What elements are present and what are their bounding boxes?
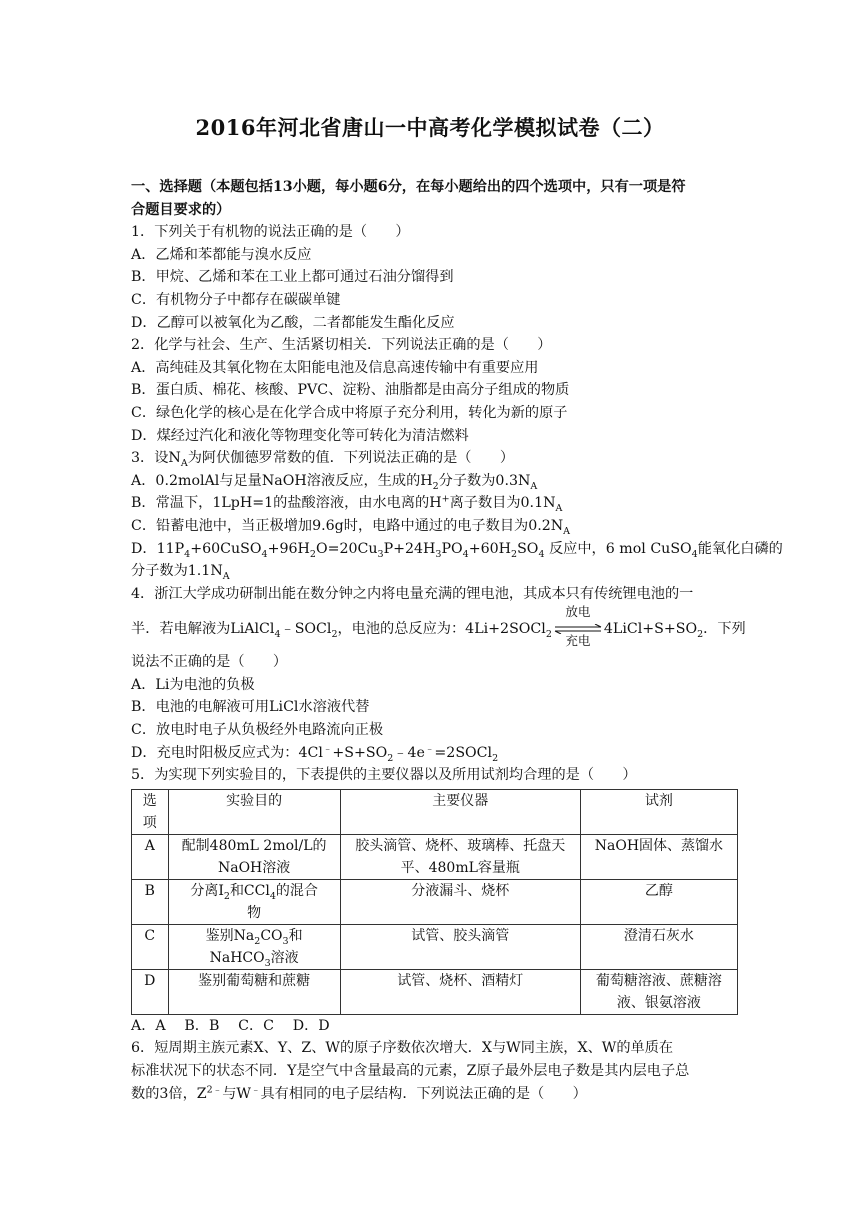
row-purpose: 鉴别$Na_2CO_3$和 NaHCO$_3$溶液 xyxy=(168,924,340,969)
exam-content xyxy=(131,176,783,1105)
charge-label: 充电 xyxy=(565,633,591,649)
row-option: A xyxy=(132,834,169,879)
row-reagents: NaOH固体、蒸馏水 xyxy=(580,834,737,879)
question-1-option-b: B．甲烷、乙烯和苯在工业上都可通过石油分馏得到 xyxy=(131,269,454,286)
row-instruments: 胶头滴管、烧杯、玻璃棒、托盘天 平、480mL容量瓶 xyxy=(340,834,580,879)
question-4-option-a: A．Li为电池的负极 xyxy=(131,676,255,693)
question-1-option-a: A．乙烯和苯都能与溴水反应 xyxy=(131,246,312,263)
row-instruments: 试管、胶头滴管 xyxy=(340,924,580,969)
header-purpose: 实验目的 xyxy=(168,789,340,834)
question-2-option-d: D．煤经过汽化和液化等物理变化等可转化为清洁燃料 xyxy=(131,427,469,444)
question-3-stem: 3．设$N_A$为阿伏伽德罗常数的值．下列说法正确的是（ ） xyxy=(131,450,515,469)
section-heading-cont: 合题目要求的） xyxy=(131,201,231,218)
row-purpose: 鉴别葡萄糖和蔗糖 xyxy=(168,969,340,1014)
row-option: B xyxy=(132,879,169,924)
question-3-option-d-cont: 分子数为$1.1N_A$ xyxy=(131,563,230,582)
row-reagents: 葡萄糖溶液、蔗糖溶 液、银氨溶液 xyxy=(580,969,737,1014)
row-instruments: 分液漏斗、烧杯 xyxy=(340,879,580,924)
table-header-row xyxy=(132,789,738,834)
table-row xyxy=(132,924,738,969)
question-6-stem-end: 数的3倍，$Z^{2﹣}$与W﹣具有相同的电子层结构．下列说法正确的是（ ） xyxy=(131,1083,587,1102)
question-2-option-a: A．高纯硅及其氧化物在太阳能电池及信息高速传输中有重要应用 xyxy=(131,359,539,376)
question-6-stem-cont: 标准状况下的状态不同．Y是空气中含量最高的元素，Z原子最外层电子数是其内层电子总 xyxy=(131,1063,690,1080)
question-5-stem: 5．为实现下列实验目的，下表提供的主要仪器以及所用试剂均合理的是（ ） xyxy=(131,767,637,784)
row-reagents: 澄清石灰水 xyxy=(580,924,737,969)
table-row xyxy=(132,969,738,1014)
question-4-option-c: C．放电时电子从负极经外电路流向正极 xyxy=(131,722,384,739)
header-option: 选 项 xyxy=(132,789,169,834)
question-2-option-c: C．绿色化学的核心是在化学合成中将原子充分利用，转化为新的原子 xyxy=(131,404,568,421)
row-option: C xyxy=(132,924,169,969)
question-2-stem: 2．化学与社会、生产、生活紧切相关．下列说法正确的是（ ） xyxy=(131,337,552,354)
question-4-option-b: B．电池的电解液可用LiCl水溶液代替 xyxy=(131,699,370,716)
discharge-label: 放电 xyxy=(565,604,591,620)
page-title: 2016年河北省唐山一中高考化学模拟试卷（二） xyxy=(195,115,665,140)
table-row xyxy=(132,834,738,879)
header-instruments: 主要仪器 xyxy=(340,789,580,834)
row-option: D xyxy=(132,969,169,1014)
question-4-option-d: D．充电时阳极反应式为：$4Cl^﹣+S+SO_2﹣4e^﹣=2SOCl_2$ xyxy=(131,742,499,764)
section-heading: 一、选择题（本题包括13小题，每小题6分，在每小题给出的四个选项中，只有一项是符 xyxy=(131,179,686,195)
reversible-arrow xyxy=(553,604,603,649)
question-3-option-c: C．铅蓄电池中，当正极增加9.6g时，电路中通过的电子数目为$0.2N_A$ xyxy=(131,517,571,537)
question-1-stem: 1．下列关于有机物的说法正确的是（ ） xyxy=(131,224,410,241)
question-3-option-b: B．常温下，1LpH=1的盐酸溶液，由水电离的H+离子数目为$0.1N_A$ xyxy=(131,493,563,515)
row-reagents: 乙醇 xyxy=(580,879,737,924)
row-purpose: 分离$I_2$和CCl$_4$的混合 物 xyxy=(168,879,340,924)
question-1-option-d: D．乙醇可以被氧化为乙酸，二者都能发生酯化反应 xyxy=(131,314,455,331)
question-1-option-c: C．有机物分子中都存在碳碳单键 xyxy=(131,291,341,308)
question-3-option-d: D．$11P_4+60CuSO_4+96H_2O=20Cu_3P+24H_3PO_4+60H_2SO_4$ 反应中，6 mol CuSO$_4$能氧化白磷的 xyxy=(131,540,783,560)
table-row xyxy=(132,879,738,924)
question-3-option-a: A．0.2molAl与足量NaOH溶液反应，生成的$H_2$分子数为$0.3N_A$ xyxy=(131,472,538,492)
question-4-stem-cont: 说法不正确的是（ ） xyxy=(131,654,288,671)
experiment-table xyxy=(131,789,738,1015)
row-purpose: 配制480mL 2mol/L的 NaOH溶液 xyxy=(168,834,340,879)
header-reagents: 试剂 xyxy=(580,789,737,834)
question-5-options: A．A B．B C．C D．D xyxy=(131,1017,330,1034)
question-6-stem: 6．短周期主族元素X、Y、Z、W的原子序数依次增大．X与W同主族，X、W的单质在 xyxy=(131,1040,674,1057)
question-4-stem: 4．浙江大学成功研制出能在数分钟之内将电量充满的锂电池，其成本只有传统锂电池的一 xyxy=(131,585,694,602)
question-4-stem-reaction: 半．若电解液为LiAlCl$_4$﹣SOCl$_2$，电池的总反应为：4Li+2SOCl$_2$ 放电 充电 $4LiCl+S+SO_2$．下列 xyxy=(131,604,746,649)
question-2-option-b: B．蛋白质、棉花、核酸、PVC、淀粉、油脂都是由高分子组成的物质 xyxy=(131,382,570,399)
row-instruments: 试管、烧杯、酒精灯 xyxy=(340,969,580,1014)
